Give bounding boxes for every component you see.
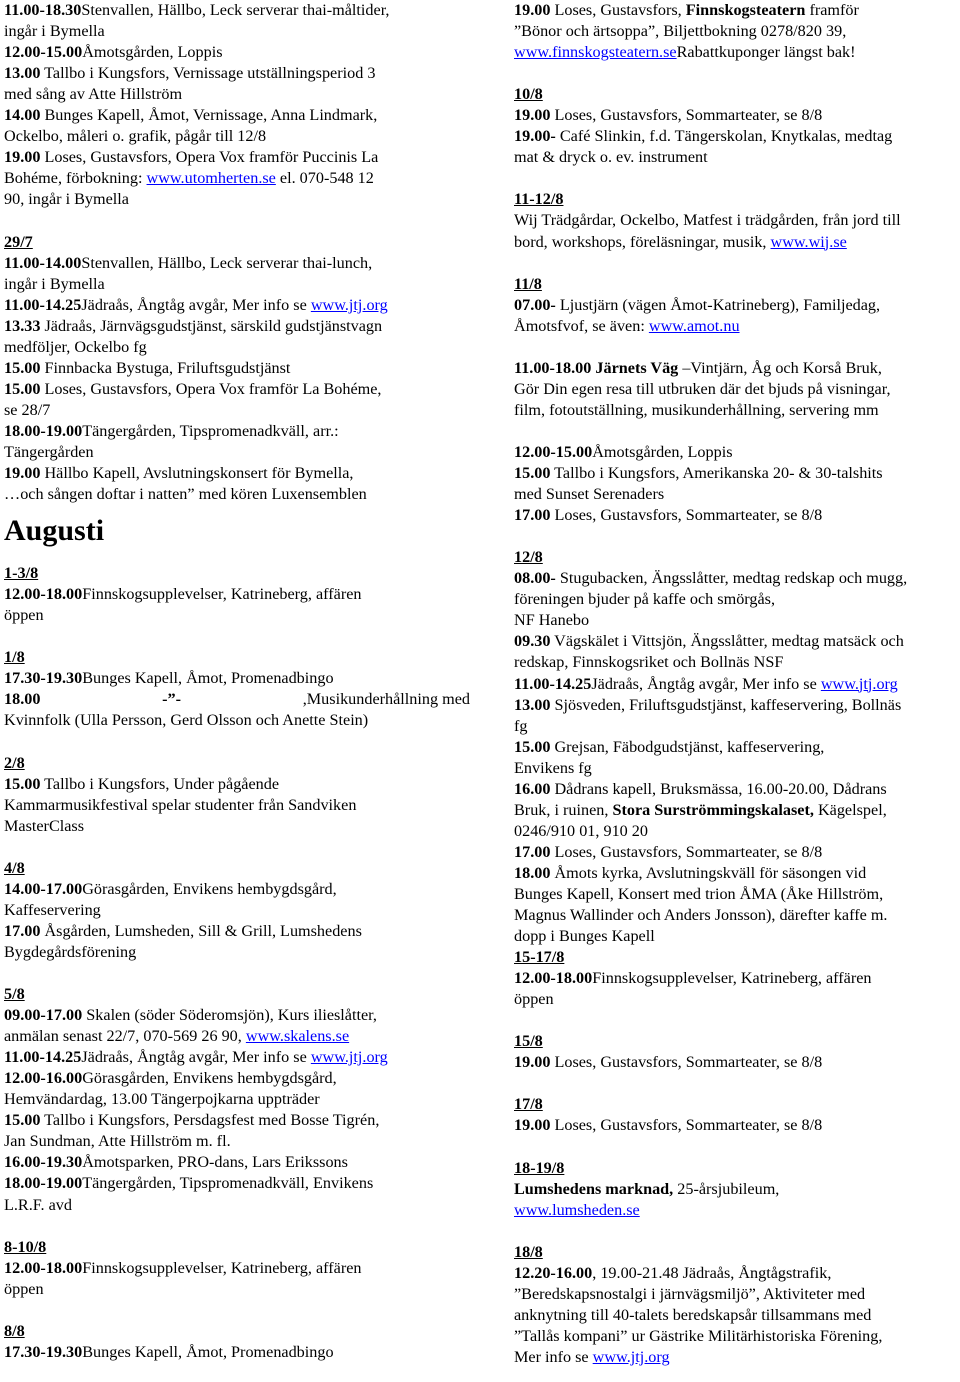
event-line	[514, 737, 960, 758]
event-line	[4, 1068, 470, 1089]
event-text: 12.00-16.00Görasgården, Envikens hembygdsgård,	[4, 1069, 337, 1088]
event-text-part: ,Musikunderhållning med	[302, 690, 470, 709]
event-time: 18.00	[514, 863, 551, 882]
event-line	[514, 716, 960, 737]
event-time: 11.00-14.00	[4, 253, 82, 272]
event-line	[4, 689, 470, 710]
event-text: fg	[514, 716, 528, 735]
event-text-tail: framför	[805, 1, 859, 19]
event-highlight: Stora Surströmmingskalaset,	[612, 800, 814, 819]
event-line	[4, 295, 470, 316]
event-text: Bruk, i ruinen,	[514, 800, 613, 819]
event-text: 13.00 Tallbo i Kungsfors, Vernissage utställningsperiod 3	[4, 64, 376, 83]
event-line	[4, 1152, 470, 1173]
spacer	[4, 732, 470, 753]
event-text: 19.00 Loses, Gustavsfors, Opera Vox framför Puccinis La	[4, 148, 379, 167]
event-text: bord, workshops, föreläsningar, musik,	[514, 232, 771, 251]
event-text: 12.00-18.00Finnskogsupplevelser, Katrineberg, affären	[514, 969, 872, 988]
web-link[interactable]: www.lumsheden.se	[514, 1200, 640, 1219]
event-time: 15.00	[514, 737, 551, 756]
event-time: 19.00	[4, 464, 41, 483]
event-line	[514, 1179, 960, 1200]
event-text: Wij Trädgårdar, Ockelbo, Matfest i trädgården, från jord till	[514, 211, 901, 230]
event-line	[514, 884, 960, 905]
event-text: 11.00-14.25Jädraås, Ångtåg avgår, Mer info se	[514, 674, 821, 693]
event-line	[4, 126, 470, 147]
date-heading: 2/8	[4, 753, 25, 772]
event-line	[4, 442, 470, 463]
event-line	[4, 710, 470, 731]
event-text: 14.00 Bunges Kapell, Åmot, Vernissage, Anna Lindmark,	[4, 106, 378, 125]
event-time: 11.00-18.00	[514, 358, 592, 377]
event-text: öppen	[514, 990, 554, 1009]
event-text: 09.30 Vägskälet i Vittsjön, Ängsslåtter, medtag matsäck och	[514, 632, 904, 651]
event-time: 17.30-19.30	[4, 669, 83, 688]
event-time: 14.00	[4, 106, 41, 125]
spacer	[4, 1300, 470, 1321]
event-line	[4, 1110, 470, 1131]
event-text-tail: Rabattkuponger längst bak!	[676, 43, 856, 62]
event-text: öppen	[4, 1279, 44, 1298]
event-text: dopp i Bunges Kapell	[514, 927, 655, 946]
event-line	[4, 1173, 470, 1194]
event-time: 12.00-15.00	[4, 43, 83, 62]
event-line	[4, 21, 470, 42]
spacer	[514, 1010, 960, 1031]
event-text: 19.00 Hällbo Kapell, Avslutningskonsert för Bymella,	[4, 464, 354, 483]
web-link[interactable]: www.jtj.org	[820, 674, 898, 693]
event-line	[514, 379, 960, 400]
event-time: 16.00-19.30	[4, 1153, 83, 1172]
event-time: 19.00	[514, 1, 551, 19]
event-line	[514, 926, 960, 947]
event-text: mat & dryck o. ev. instrument	[514, 148, 708, 167]
event-line	[4, 816, 470, 837]
event-line	[4, 668, 470, 689]
event-text: 12.20-16.00, 19.00-21.48 Jädraås, Ångtågstrafik,	[514, 1263, 832, 1282]
event-text: 18.00 Åmots kyrka, Avslutningskväll för säsongen vid	[514, 863, 867, 882]
event-time: 15.00	[4, 358, 41, 377]
event-time: 11.00-14.25	[4, 295, 82, 314]
event-line	[4, 1258, 470, 1279]
event-line	[514, 147, 960, 168]
event-text: Hemvändardag, 13.00 Tängerpojkarna uppträder	[4, 1090, 320, 1109]
event-text: 12.00-18.00Finnskogsupplevelser, Katrineberg, affären	[4, 1258, 362, 1277]
date-heading: 11/8	[514, 274, 542, 293]
event-line	[4, 1131, 470, 1152]
event-text: Ockelbo, måleri o. grafik, pågår till 12/8	[4, 127, 267, 146]
event-text: 17.30-19.30Bunges Kapell, Åmot, Promenadbingo	[4, 1342, 334, 1361]
date-heading: 17/8	[514, 1095, 543, 1114]
event-line	[4, 1195, 470, 1216]
event-text-tail: –Vintjärn, Åg och Korså Bruk,	[678, 358, 882, 377]
web-link[interactable]: www.jtj.org	[310, 295, 388, 314]
event-text: 17.00 Loses, Gustavsfors, Sommarteater, se 8/8	[514, 506, 823, 525]
event-line	[514, 652, 960, 673]
event-text: Jan Sundman, Atte Hillström m. fl.	[4, 1132, 231, 1151]
month-heading: Augusti	[4, 514, 105, 548]
event-text: 14.00-17.00Görasgården, Envikens hembygdsgård,	[4, 879, 337, 898]
event-time: 18.00-19.00	[4, 421, 83, 440]
spacer	[514, 526, 960, 547]
event-text: 16.00 Dådrans kapell, Bruksmässa, 16.00-20.00, Dådrans	[514, 779, 887, 798]
event-text: 15.00 Tallbo i Kungsfors, Persdagsfest med Bosse Tigrén,	[4, 1111, 380, 1130]
event-line	[4, 421, 470, 442]
event-text: Åmotsfvof, se även:	[514, 316, 649, 335]
event-line	[514, 1263, 960, 1284]
date-heading: 4/8	[4, 858, 25, 877]
event-text: Bunges Kapell, Konsert med trion ÅMA (Åke Hillström,	[514, 884, 884, 903]
date-heading: 29/7	[4, 232, 33, 251]
spacer	[4, 210, 470, 231]
web-link[interactable]: www.finnskogsteatern.se	[514, 43, 677, 62]
event-line	[514, 442, 960, 463]
event-time: 12.20-16.00	[514, 1263, 593, 1282]
event-line	[514, 674, 960, 695]
event-line	[4, 358, 470, 379]
date-heading: 15-17/8	[514, 948, 565, 967]
event-line	[514, 400, 960, 421]
event-line	[4, 584, 470, 605]
event-line	[514, 1326, 960, 1347]
event-line	[4, 147, 470, 168]
event-text: 19.00- Café Slinkin, f.d. Tängerskolan, Knytkalas, medtag	[514, 127, 893, 146]
event-line	[514, 610, 960, 631]
event-line	[4, 774, 470, 795]
event-time: 17.00	[514, 842, 551, 861]
event-line	[514, 484, 960, 505]
event-line	[514, 105, 960, 126]
event-line	[4, 1005, 470, 1026]
web-link[interactable]: www.utomherten.se	[146, 169, 276, 188]
event-text: anmälan senast 22/7, 070-569 26 90,	[4, 1027, 246, 1046]
event-text: 0246/910 01, 910 20	[514, 821, 648, 840]
event-line	[4, 253, 470, 274]
event-text: Kammarmusikfestival spelar studenter från Sandviken	[4, 795, 357, 814]
event-line	[4, 921, 470, 942]
event-time: 16.00	[514, 779, 551, 798]
event-line	[4, 316, 470, 337]
event-text-tail: 25-årsjubileum,	[673, 1179, 780, 1198]
event-highlight: Järnets Väg	[595, 358, 679, 377]
event-text: Envikens fg	[514, 758, 592, 777]
date-heading: 12/8	[514, 548, 543, 567]
spacer	[514, 337, 960, 358]
event-line	[514, 21, 960, 42]
event-text: 11.00-14.25Jädraås, Ångtåg avgår, Mer info se	[4, 295, 311, 314]
web-link[interactable]: www.skalens.se	[245, 1027, 350, 1046]
event-line	[4, 337, 470, 358]
event-text: 19.00 Loses, Gustavsfors,	[514, 1, 686, 19]
event-text: 15.00 Loses, Gustavsfors, Opera Vox framför La Bohéme,	[4, 379, 382, 398]
event-text: ”Tallås kompani” ur Gästrike Militärhistoriska Förening,	[514, 1326, 883, 1345]
spacer	[4, 963, 470, 984]
event-text: se 28/7	[4, 400, 51, 419]
event-text: Mer info se	[514, 1348, 593, 1366]
event-text: Bohéme, förbokning:	[4, 169, 147, 188]
spacer	[514, 253, 960, 274]
event-line	[514, 800, 960, 821]
event-line	[514, 1284, 960, 1305]
web-link[interactable]: www.jtj.org	[592, 1348, 670, 1366]
spacer	[514, 63, 960, 84]
event-text: 12.00-15.00Åmotsgården, Loppis	[4, 43, 223, 62]
event-time: 12.00-15.00	[514, 442, 593, 461]
date-heading: 8-10/8	[4, 1237, 47, 1256]
event-text: L.R.F. avd	[4, 1195, 72, 1214]
event-time: 17.30-19.30	[4, 1342, 83, 1361]
event-text: öppen	[4, 606, 44, 625]
event-line	[4, 400, 470, 421]
event-text	[514, 359, 595, 377]
event-highlight: Finnskogsteatern	[685, 1, 806, 19]
event-time: 19.00	[514, 1116, 551, 1135]
event-line	[514, 905, 960, 926]
event-text: med sång av Atte Hillström	[4, 85, 183, 104]
event-line	[4, 463, 470, 484]
event-line	[4, 1047, 470, 1068]
event-line	[514, 1305, 960, 1326]
event-text: 19.00 Loses, Gustavsfors, Sommarteater, se 8/8	[514, 1053, 823, 1072]
event-text: 11.00-14.25Jädraås, Ångtåg avgår, Mer info se	[4, 1048, 311, 1067]
event-text: 18.00-19.00Tängergården, Tipspromenadkväll, Envikens	[4, 1174, 374, 1193]
event-text: ”Beredskapsnostalgi i järnvägsmiljö”, Aktiviteter med	[514, 1284, 866, 1303]
event-line	[514, 358, 960, 379]
event-text: Gör Din egen resa till utbruken där det bjuds på visningar,	[514, 379, 891, 398]
event-time: 15.00	[4, 379, 41, 398]
spacer	[514, 1073, 960, 1094]
date-heading: 18/8	[514, 1242, 543, 1261]
event-time: 13.00	[4, 64, 41, 83]
date-heading: 1/8	[4, 648, 25, 667]
event-line	[4, 84, 470, 105]
date-heading: 10/8	[514, 85, 543, 104]
event-text: föreningen bjuder på kaffe och smörgås,	[514, 590, 776, 609]
event-line	[514, 968, 960, 989]
event-line	[4, 1279, 470, 1300]
event-text: …och sången doftar i natten” med kören Luxensemblen	[4, 485, 367, 504]
event-time: 12.00-18.00	[4, 1258, 83, 1277]
event-line	[514, 0, 960, 21]
spacer	[4, 837, 470, 858]
event-time: 12.00-16.00	[4, 1069, 83, 1088]
event-time: 15.00	[4, 774, 41, 793]
event-text: 15.00 Finnbacka Bystuga, Friluftsgudstjänst	[4, 358, 291, 377]
event-line	[514, 631, 960, 652]
event-text-tail: Kägelspel,	[813, 800, 887, 819]
date-heading: 11-12/8	[514, 190, 564, 209]
event-time: 12.00-18.00	[514, 969, 593, 988]
event-text: 11.00-14.00Stenvallen, Hällbo, Leck serverar thai-lunch,	[4, 253, 373, 272]
spacer	[514, 1221, 960, 1242]
event-line	[514, 779, 960, 800]
event-text: 08.00- Stugubacken, Ängsslåtter, medtag redskap och mugg,	[514, 569, 908, 588]
event-line	[514, 42, 960, 63]
spacer	[4, 1216, 470, 1237]
event-time: 13.33	[4, 316, 41, 335]
event-line	[4, 879, 470, 900]
event-line	[514, 821, 960, 842]
event-line	[4, 168, 470, 189]
event-text: Magnus Wallinder och Anders Jonsson), därefter kaffe m.	[514, 906, 888, 925]
event-text: 12.00-15.00Åmotsgården, Loppis	[514, 442, 733, 461]
web-link[interactable]: www.wij.se	[770, 232, 847, 251]
left-column	[4, 0, 470, 1363]
web-link[interactable]: www.amot.nu	[648, 316, 740, 335]
event-time: 17.00	[514, 506, 551, 525]
event-line	[4, 795, 470, 816]
event-line	[514, 589, 960, 610]
event-time: 19.00-	[514, 127, 556, 146]
event-line	[514, 863, 960, 884]
event-text: 17.00 Åsgården, Lumsheden, Sill & Grill, Lumshedens	[4, 921, 362, 940]
event-line	[514, 295, 960, 316]
event-time: 17.00	[4, 921, 41, 940]
event-time: 07.00-	[514, 295, 556, 314]
event-text: 07.00- Ljustjärn (vägen Åmot-Katrineberg), Familjedag,	[514, 295, 881, 314]
event-text: 16.00-19.30Åmotsparken, PRO-dans, Lars Erikssons	[4, 1153, 348, 1172]
event-text: 13.33 Jädraås, Järnvägsgudstjänst, särskild gudstjänstvagn	[4, 316, 383, 335]
event-time: 11.00-14.25	[4, 1048, 82, 1067]
event-text: film, fotoutställning, musikunderhållning, servering mm	[514, 400, 879, 419]
event-line	[514, 1200, 960, 1221]
event-line	[514, 210, 960, 231]
event-line	[514, 463, 960, 484]
event-text: ”Bönor och ärtsoppa”, Biljettbokning 0278/820 39,	[514, 22, 847, 41]
event-time: 15.00	[514, 464, 551, 483]
event-text: ingår i Bymella	[4, 274, 105, 293]
event-line	[4, 1089, 470, 1110]
event-highlight: Lumshedens marknad,	[514, 1179, 674, 1198]
event-line	[4, 189, 470, 210]
event-time: 19.00	[514, 106, 551, 125]
event-text: Kvinnfolk (Ulla Persson, Gerd Olsson och Anette Stein)	[4, 711, 369, 730]
event-time: 11.00-14.25	[514, 674, 592, 693]
date-heading: 1-3/8	[4, 564, 39, 583]
spacer	[4, 626, 470, 647]
event-text: 11.00-18.30Stenvallen, Hällbo, Leck serverar thai-måltider,	[4, 1, 390, 19]
right-column	[514, 0, 960, 1368]
event-time: 11.00-18.30	[4, 1, 82, 19]
event-text: MasterClass	[4, 816, 85, 835]
event-line	[4, 484, 470, 505]
event-time: 19.00	[4, 148, 41, 167]
event-text: 90, ingår i Bymella	[4, 190, 129, 209]
date-heading: 15/8	[514, 1032, 543, 1051]
spacer	[514, 168, 960, 189]
event-line	[514, 126, 960, 147]
event-text-part: -”-	[162, 690, 182, 709]
event-text: 18.00-19.00Tängergården, Tipspromenadkväll, arr.:	[4, 421, 339, 440]
event-line	[4, 0, 470, 21]
event-line	[4, 605, 470, 626]
event-text-tail: el. 070-548 12	[275, 169, 374, 188]
event-line	[514, 1052, 960, 1073]
event-line	[514, 316, 960, 337]
event-line	[514, 842, 960, 863]
event-line	[4, 942, 470, 963]
event-text: 09.00-17.00 Skalen (söder Söderomsjön), Kurs ilieslåtter,	[4, 1006, 377, 1025]
date-heading: 5/8	[4, 985, 25, 1004]
spacer	[514, 1137, 960, 1158]
event-text: Tängergården	[4, 442, 94, 461]
event-time: 18.00-19.00	[4, 1174, 83, 1193]
event-text: 15.00 Tallbo i Kungsfors, Amerikanska 20- & 30-talshits	[514, 464, 883, 483]
event-line	[514, 505, 960, 526]
event-text: anknytning till 40-talets beredskapsår tillsammans med	[514, 1305, 872, 1324]
event-text: Kaffeservering	[4, 900, 101, 919]
event-line	[4, 42, 470, 63]
event-text: 17.30-19.30Bunges Kapell, Åmot, Promenadbingo	[4, 669, 334, 688]
event-line	[4, 105, 470, 126]
event-line	[514, 568, 960, 589]
event-time: 14.00-17.00	[4, 879, 83, 898]
event-line	[514, 758, 960, 779]
event-text: med Sunset Serenaders	[514, 485, 665, 504]
event-text: 15.00 Grejsan, Fäbodgudstjänst, kaffeservering,	[514, 737, 825, 756]
event-line	[514, 695, 960, 716]
event-time: 09.00-17.00	[4, 1006, 83, 1025]
event-time: 08.00-	[514, 569, 556, 588]
event-text: 17.00 Loses, Gustavsfors, Sommarteater, se 8/8	[514, 842, 823, 861]
event-line	[4, 900, 470, 921]
event-text: 19.00 Loses, Gustavsfors, Sommarteater, se 8/8	[514, 106, 823, 125]
event-text: redskap, Finnskogsriket och Bollnäs NSF	[514, 653, 784, 672]
event-line	[514, 1347, 960, 1368]
event-text-part: 18.00	[4, 690, 41, 709]
event-text: 19.00 Loses, Gustavsfors, Sommarteater, se 8/8	[514, 1116, 823, 1135]
spacer	[514, 421, 960, 442]
event-line	[4, 379, 470, 400]
web-link[interactable]: www.jtj.org	[310, 1048, 388, 1067]
event-line	[4, 1342, 470, 1363]
event-text: 13.00 Sjösveden, Friluftsgudstjänst, kaffeservering, Bollnäs	[514, 695, 902, 714]
event-line	[4, 1026, 470, 1047]
event-text: ingår i Bymella	[4, 22, 105, 41]
event-time: 15.00	[4, 1111, 41, 1130]
event-line	[514, 1115, 960, 1136]
event-line	[4, 63, 470, 84]
event-time: 19.00	[514, 1053, 551, 1072]
event-text: NF Hanebo	[514, 611, 590, 630]
date-heading: 18-19/8	[514, 1158, 565, 1177]
date-heading: 8/8	[4, 1321, 25, 1340]
event-time: 09.30	[514, 632, 551, 651]
event-line	[4, 274, 470, 295]
event-line	[514, 989, 960, 1010]
event-line	[514, 232, 960, 253]
event-time: 12.00-18.00	[4, 585, 83, 604]
event-time: 13.00	[514, 695, 551, 714]
event-text: 12.00-18.00Finnskogsupplevelser, Katrineberg, affären	[4, 585, 362, 604]
event-text: 15.00 Tallbo i Kungsfors, Under pågående	[4, 774, 280, 793]
event-text: Bygdegårdsförening	[4, 942, 137, 961]
event-text: medföljer, Ockelbo fg	[4, 337, 147, 356]
